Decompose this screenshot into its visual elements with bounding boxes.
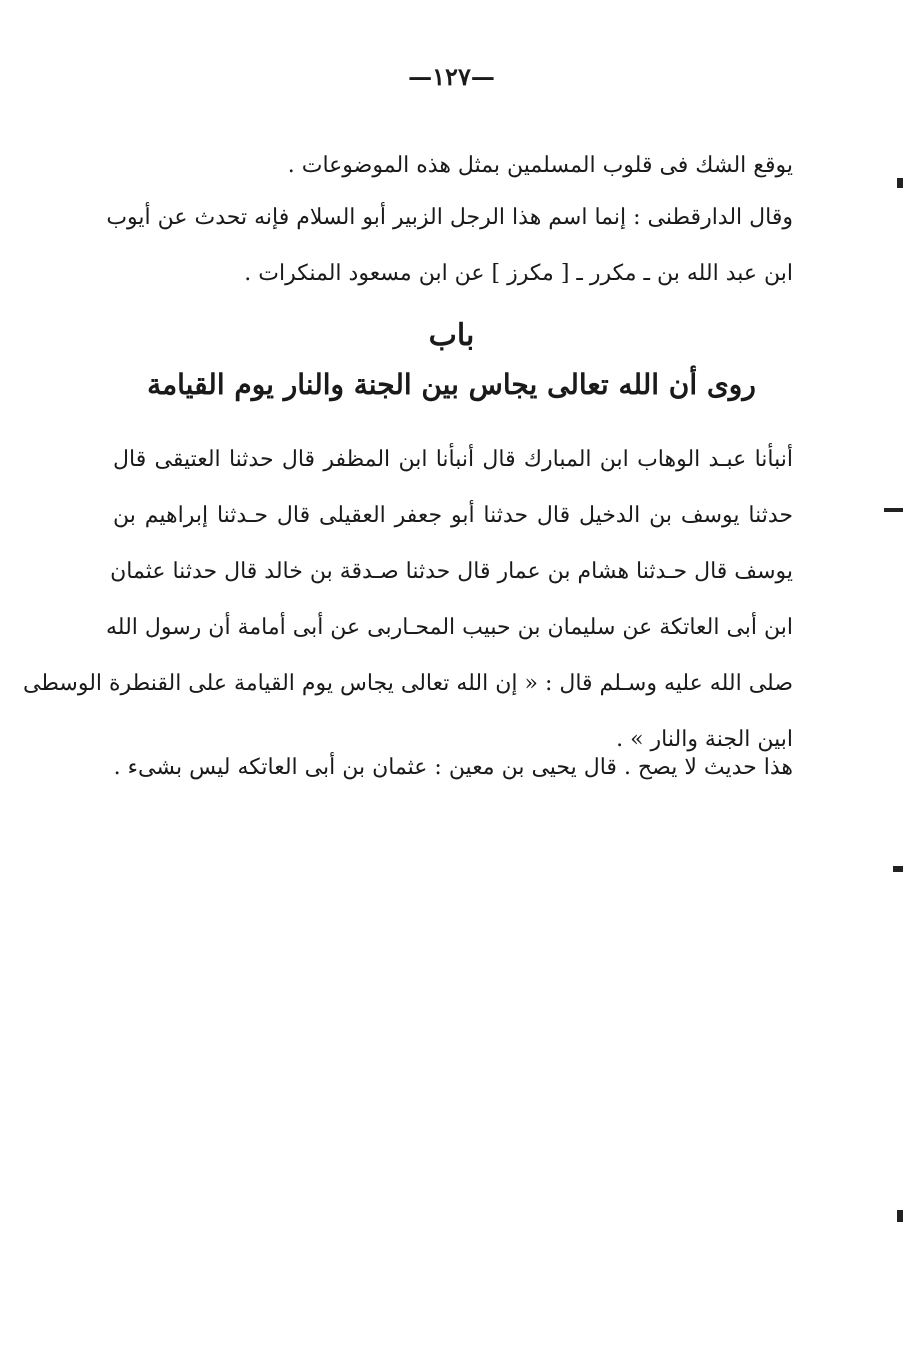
text-line: هذا حديث لا يصح . قال يحيى بن معين : عثمان بن أبى العاتكه ليس بشىء . (113, 755, 793, 780)
paragraph-continuation (113, 138, 793, 194)
paragraph-hadith-chain (23, 432, 793, 768)
section-heading-bab: باب (428, 318, 475, 353)
text-line: أنبأنا عبـد الوهاب ابن المبارك قال أنبأنا ابن المظفر قال حدثنا العتيقى قال (113, 447, 793, 472)
section-heading-title: روى أن الله تعالى يجاس بين الجنة والنار يوم القيامة (147, 368, 756, 401)
text-line: ابين الجنة والنار » . (616, 727, 793, 752)
text-line: ابن عبد الله بن ـ مكرر ـ [ مكرز ] عن ابن مسعود المنكرات . (244, 261, 793, 286)
paragraph-daraqutni (106, 190, 793, 302)
text-line: صلى الله عليه وسـلم قال : « إن الله تعالى يجاس يوم القيامة على القنطرة الوسطى (23, 671, 793, 696)
margin-mark (897, 1210, 903, 1222)
margin-mark (893, 866, 903, 872)
text-line: ابن أبى العاتكة عن سليمان بن حبيب المحـاربى عن أبى أمامة أن رسول الله (106, 615, 793, 640)
text-line: يوسف قال حـدثنا هشام بن عمار قال حدثنا صـدقة بن خالد قال حدثنا عثمان (110, 559, 793, 584)
paragraph-verdict (113, 740, 793, 796)
text-line: يوقع الشك فى قلوب المسلمين بمثل هذه الموضوعات . (287, 153, 793, 178)
text-line: حدثنا يوسف بن الدخيل قال حدثنا أبو جعفر العقيلى قال حـدثنا إبراهيم بن (113, 503, 793, 528)
margin-mark (897, 178, 903, 188)
margin-mark (884, 508, 903, 512)
text-line: وقال الدارقطنى : إنما اسم هذا الرجل الزبير أبو السلام فإنه تحدث عن أيوب (106, 205, 793, 230)
page-number: —١٢٧— (408, 62, 495, 91)
